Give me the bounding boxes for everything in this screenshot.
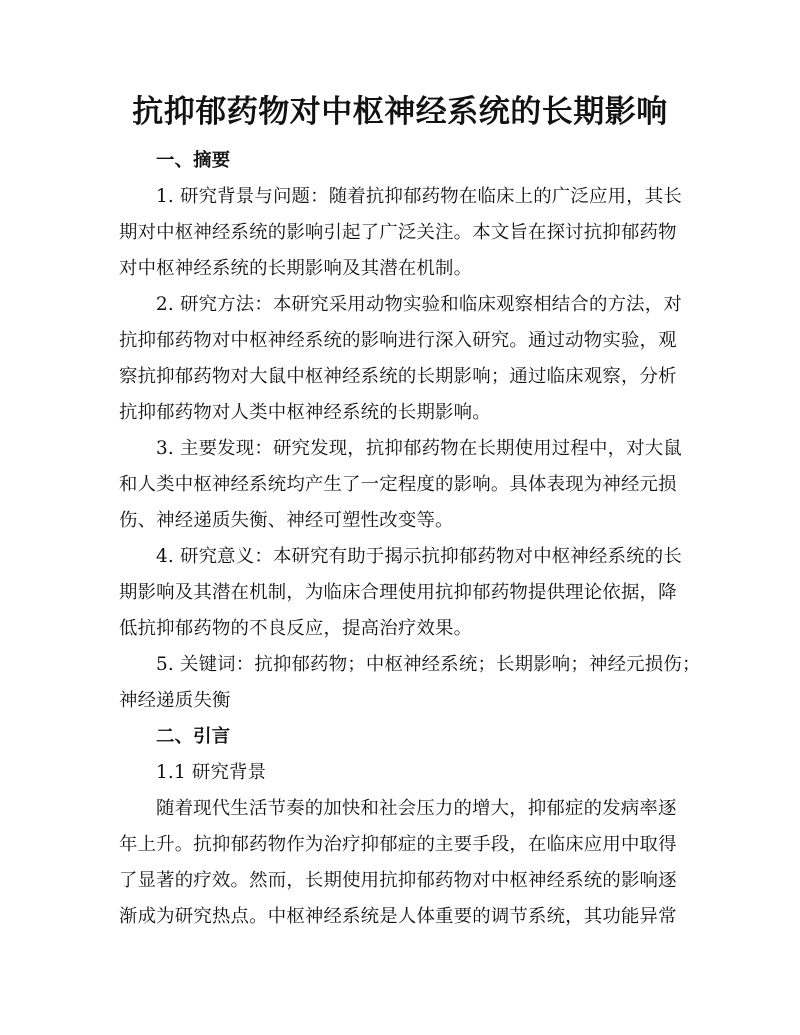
paragraph-line: 低抗抑郁药物的不良反应，提高治疗效果。 [119,618,473,639]
paragraph-line: 随着现代生活节奏的加快和社会压力的增大，抑郁症的发病率逐 [156,798,677,819]
paragraph-line: 年上升。抗抑郁药物作为治疗抑郁症的主要手段，在临床应用中取得 [119,834,677,855]
section-heading-introduction: 二、引言 [156,726,231,747]
paragraph-line: 5. 关键词：抗抑郁药物；中枢神经系统；长期影响；神经元损伤； [156,654,701,675]
paragraph-line: 3. 主要发现：研究发现，抗抑郁药物在长期使用过程中，对大鼠 [156,438,682,459]
subsection-heading: 1.1 研究背景 [156,762,267,783]
paragraph-line: 神经递质失衡 [119,690,231,711]
paragraph-line: 和人类中枢神经系统均产生了一定程度的影响。具体表现为神经元损 [119,474,677,495]
paragraph-line: 伤、神经递质失衡、神经可塑性改变等。 [119,510,454,531]
section-heading-abstract: 一、摘要 [156,150,231,171]
paragraph-line: 1. 研究背景与问题：随着抗抑郁药物在临床上的广泛应用，其长 [156,186,682,207]
paragraph-line: 了显著的疗效。然而，长期使用抗抑郁药物对中枢神经系统的影响逐 [119,870,677,891]
paragraph-line: 抗抑郁药物对人类中枢神经系统的长期影响。 [119,402,491,423]
paragraph-line: 期对中枢神经系统的影响引起了广泛关注。本文旨在探讨抗抑郁药物 [119,222,677,243]
paragraph-line: 4. 研究意义：本研究有助于揭示抗抑郁药物对中枢神经系统的长 [156,546,682,567]
paragraph-line: 2. 研究方法：本研究采用动物实验和临床观察相结合的方法，对 [156,294,682,315]
paragraph-line: 渐成为研究热点。中枢神经系统是人体重要的调节系统，其功能异常 [119,906,677,927]
paragraph-line: 对中枢神经系统的长期影响及其潜在机制。 [119,258,473,279]
paragraph-line: 抗抑郁药物对中枢神经系统的影响进行深入研究。通过动物实验，观 [119,330,677,351]
document-title: 抗抑郁药物对中枢神经系统的长期影响 [132,94,668,130]
paragraph-line: 期影响及其潜在机制，为临床合理使用抗抑郁药物提供理论依据，降 [119,582,677,603]
paragraph-line: 察抗抑郁药物对大鼠中枢神经系统的长期影响；通过临床观察，分析 [119,366,677,387]
